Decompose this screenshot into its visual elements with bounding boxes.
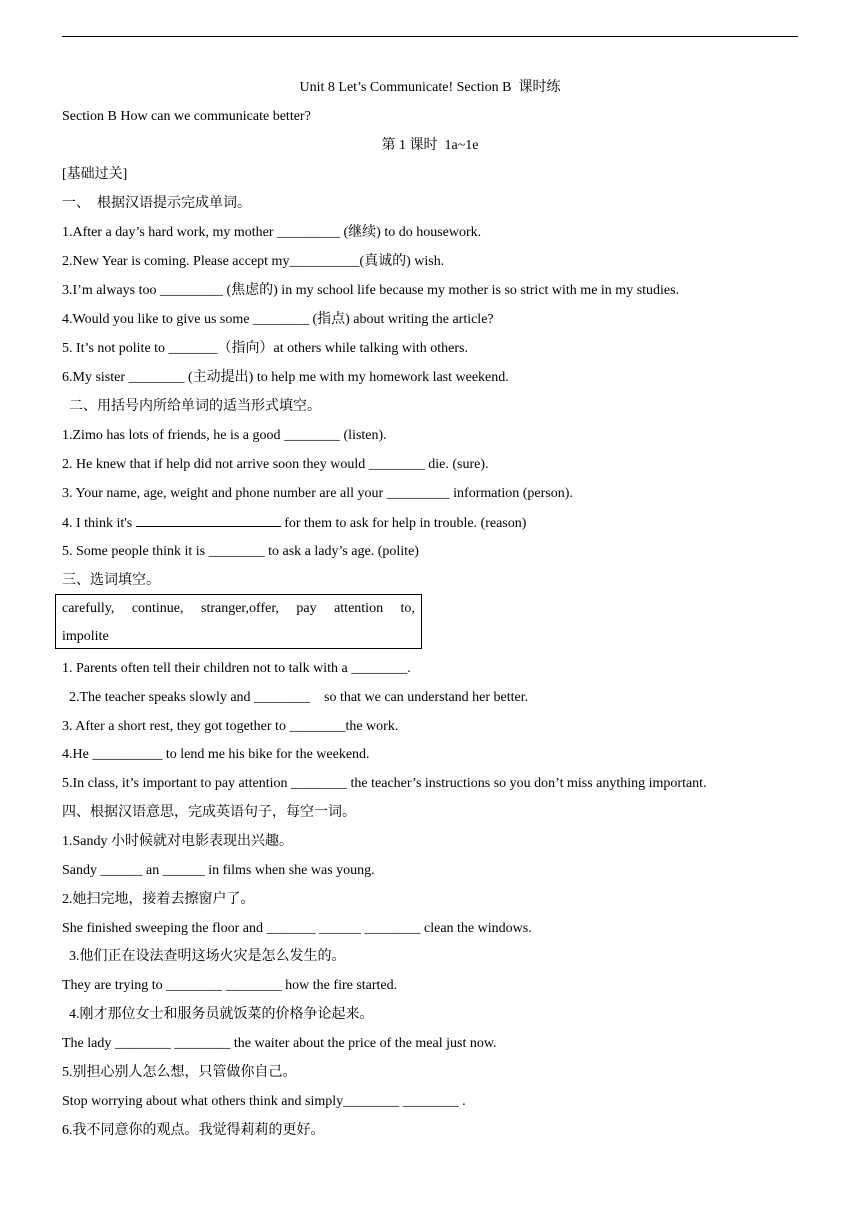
word-bank-word: continue, [131,601,184,616]
part1-item: 6.My sister ________ (主动提出) to help me with my homework last weekend. [62,370,509,385]
part3-item: 2.The teacher speaks slowly and ________ so that we can understand her better. [62,690,529,705]
level-label: [基础过关] [62,167,128,182]
part4-prompt: 3.他们正在设法查明这场火灾是怎么发生的。 [62,949,346,964]
part3-item: 5.In class, it’s important to pay attention ________ the teacher’s instructions so you don’t miss anything important. [62,776,707,791]
part1-item: 5. It’s not polite to _______（指向）at others while talking with others. [62,341,468,356]
part4-prompt: 2.她扫完地，接着去擦窗户了。 [62,892,255,907]
word-bank-word: pay [296,601,317,616]
part3-item: 1. Parents often tell their children not to talk with a ________. [62,661,411,676]
part2-item: 2. He knew that if help did not arrive soon they would ________ die. (sure). [62,457,489,472]
item4-text-after: for them to ask for help in trouble. (reason) [280,516,527,531]
word-bank-box [55,594,422,649]
part4-sentence: The lady ________ ________ the waiter about the price of the meal just now. [62,1036,497,1051]
section-question: Section B How can we communicate better? [62,109,311,124]
word-bank-word: to, [400,601,415,616]
lesson-label: 第 1 课时 1a~1e [381,138,479,153]
part2-heading: 二、用括号内所给单词的适当形式填空。 [62,399,321,414]
part1-item: 3.I’m always too _________ (焦虑的) in my school life because my mother is so strict with me in my studies. [62,283,680,298]
word-bank-word: carefully, [62,601,115,616]
worksheet-title: Unit 8 Let’s Communicate! Section B 课时练 [299,80,561,95]
answer-blank [136,514,281,527]
part2-item: 5. Some people think it is ________ to ask a lady’s age. (polite) [62,544,419,559]
header-rule [62,36,798,37]
part4-heading: 四、根据汉语意思，完成英语句子，每空一词。 [62,805,356,820]
part4-prompt: 5.别担心别人怎么想，只管做你自己。 [62,1065,297,1080]
part1-heading: 一、 根据汉语提示完成单词。 [62,196,251,211]
part3-item: 4.He __________ to lend me his bike for the weekend. [62,747,370,762]
word-bank-word: stranger,offer, [201,601,279,616]
part4-prompt: 4.刚才那位女士和服务员就饭菜的价格争论起来。 [62,1007,374,1022]
part4-prompt: 1.Sandy 小时候就对电影表现出兴趣。 [62,834,293,849]
part4-sentence: They are trying to ________ ________ how the fire started. [62,978,398,993]
part3-item: 3. After a short rest, they got together to ________the work. [62,719,399,734]
part4-sentence: She finished sweeping the floor and _______ ______ ________ clean the windows. [62,921,532,936]
part2-item-4 [62,514,526,533]
word-bank-line2: impolite [62,629,109,644]
part1-item: 1.After a day’s hard work, my mother _________ (继续) to do housework. [62,225,482,240]
part2-item: 1.Zimo has lots of friends, he is a good ________ (listen). [62,428,387,443]
item4-text-before: 4. I think it's [62,516,136,531]
part1-item: 4.Would you like to give us some ________ (指点) about writing the article? [62,312,494,327]
part4-prompt: 6.我不同意你的观点。我觉得莉莉的更好。 [62,1123,325,1138]
word-bank-word: attention [334,601,384,616]
part4-sentence: Stop worrying about what others think and simply________ ________ . [62,1094,466,1109]
part1-item: 2.New Year is coming. Please accept my__________(真诚的) wish. [62,254,445,269]
part3-heading: 三、选词填空。 [62,573,160,588]
part4-sentence: Sandy ______ an ______ in films when she was young. [62,863,375,878]
part2-item: 3. Your name, age, weight and phone number are all your _________ information (person). [62,486,573,501]
word-bank-line1 [62,601,415,617]
